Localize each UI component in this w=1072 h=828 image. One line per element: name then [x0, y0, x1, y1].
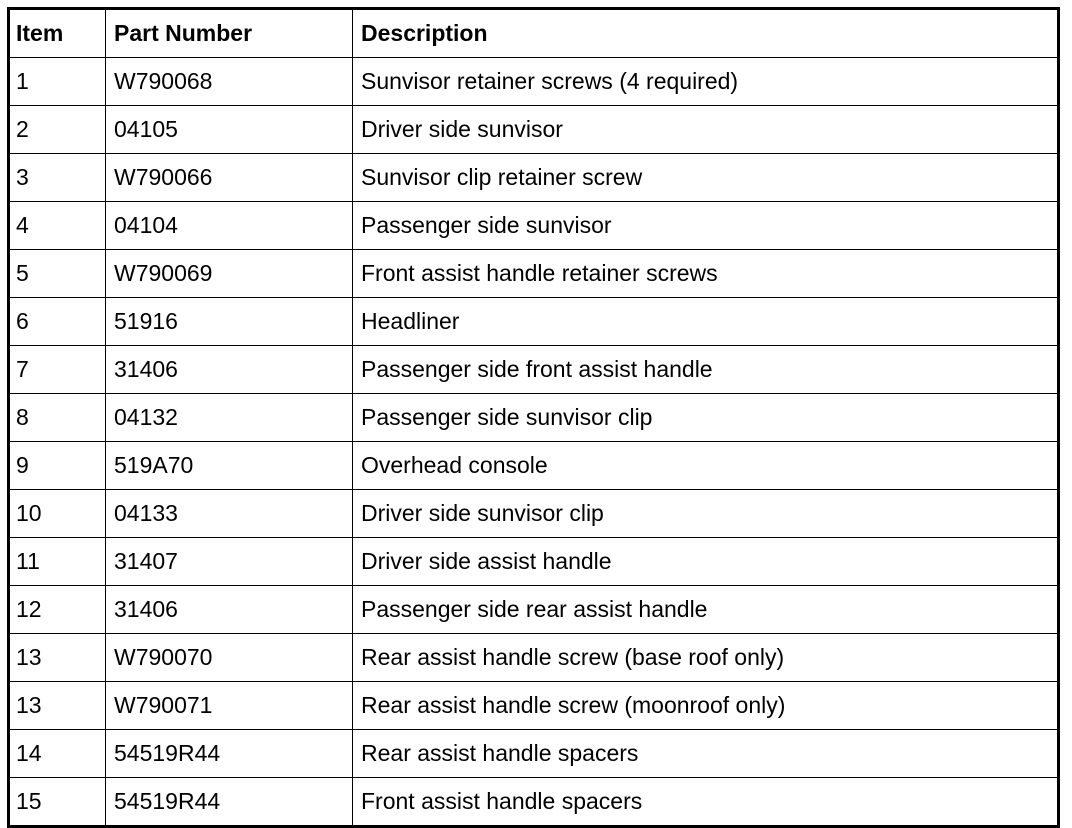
header-item: Item	[9, 9, 106, 58]
table-row	[9, 682, 1059, 730]
cell-item: 8	[9, 394, 106, 442]
table-row	[9, 298, 1059, 346]
cell-description: Passenger side sunvisor	[353, 202, 1059, 250]
cell-item: 13	[9, 634, 106, 682]
cell-item: 6	[9, 298, 106, 346]
cell-item: 13	[9, 682, 106, 730]
table-row	[9, 346, 1059, 394]
cell-part-number: 54519R44	[106, 778, 353, 827]
cell-description: Driver side assist handle	[353, 538, 1059, 586]
cell-part-number: 31406	[106, 586, 353, 634]
table-row	[9, 202, 1059, 250]
cell-part-number: W790068	[106, 58, 353, 106]
cell-description: Driver side sunvisor clip	[353, 490, 1059, 538]
cell-item: 12	[9, 586, 106, 634]
cell-item: 11	[9, 538, 106, 586]
cell-part-number: 31406	[106, 346, 353, 394]
cell-part-number: W790070	[106, 634, 353, 682]
table-row	[9, 442, 1059, 490]
cell-description: Passenger side rear assist handle	[353, 586, 1059, 634]
cell-part-number: 04132	[106, 394, 353, 442]
cell-part-number: 519A70	[106, 442, 353, 490]
table-row	[9, 106, 1059, 154]
parts-table	[7, 7, 1060, 828]
cell-description: Passenger side front assist handle	[353, 346, 1059, 394]
cell-item: 1	[9, 58, 106, 106]
cell-description: Rear assist handle screw (moonroof only)	[353, 682, 1059, 730]
cell-description: Sunvisor clip retainer screw	[353, 154, 1059, 202]
table-row	[9, 490, 1059, 538]
header-row	[9, 9, 1059, 58]
cell-part-number: 04105	[106, 106, 353, 154]
table-row	[9, 634, 1059, 682]
table-row	[9, 394, 1059, 442]
cell-description: Headliner	[353, 298, 1059, 346]
cell-description: Overhead console	[353, 442, 1059, 490]
cell-item: 15	[9, 778, 106, 827]
cell-item: 9	[9, 442, 106, 490]
cell-item: 3	[9, 154, 106, 202]
table-row	[9, 538, 1059, 586]
table-row	[9, 730, 1059, 778]
cell-description: Sunvisor retainer screws (4 required)	[353, 58, 1059, 106]
cell-description: Rear assist handle spacers	[353, 730, 1059, 778]
table-row	[9, 778, 1059, 827]
cell-description: Front assist handle retainer screws	[353, 250, 1059, 298]
cell-part-number: 54519R44	[106, 730, 353, 778]
cell-part-number: W790066	[106, 154, 353, 202]
cell-description: Passenger side sunvisor clip	[353, 394, 1059, 442]
cell-item: 10	[9, 490, 106, 538]
cell-item: 7	[9, 346, 106, 394]
header-description: Description	[353, 9, 1059, 58]
header-part-number: Part Number	[106, 9, 353, 58]
cell-description: Driver side sunvisor	[353, 106, 1059, 154]
table-row	[9, 586, 1059, 634]
table-row	[9, 154, 1059, 202]
cell-part-number: 51916	[106, 298, 353, 346]
cell-part-number: 04133	[106, 490, 353, 538]
cell-part-number: W790069	[106, 250, 353, 298]
cell-item: 2	[9, 106, 106, 154]
table-body	[9, 58, 1059, 827]
table-header	[9, 9, 1059, 58]
cell-item: 14	[9, 730, 106, 778]
cell-item: 5	[9, 250, 106, 298]
cell-description: Rear assist handle screw (base roof only)	[353, 634, 1059, 682]
cell-part-number: 31407	[106, 538, 353, 586]
table-row	[9, 250, 1059, 298]
cell-part-number: W790071	[106, 682, 353, 730]
cell-item: 4	[9, 202, 106, 250]
table-row	[9, 58, 1059, 106]
cell-description: Front assist handle spacers	[353, 778, 1059, 827]
cell-part-number: 04104	[106, 202, 353, 250]
